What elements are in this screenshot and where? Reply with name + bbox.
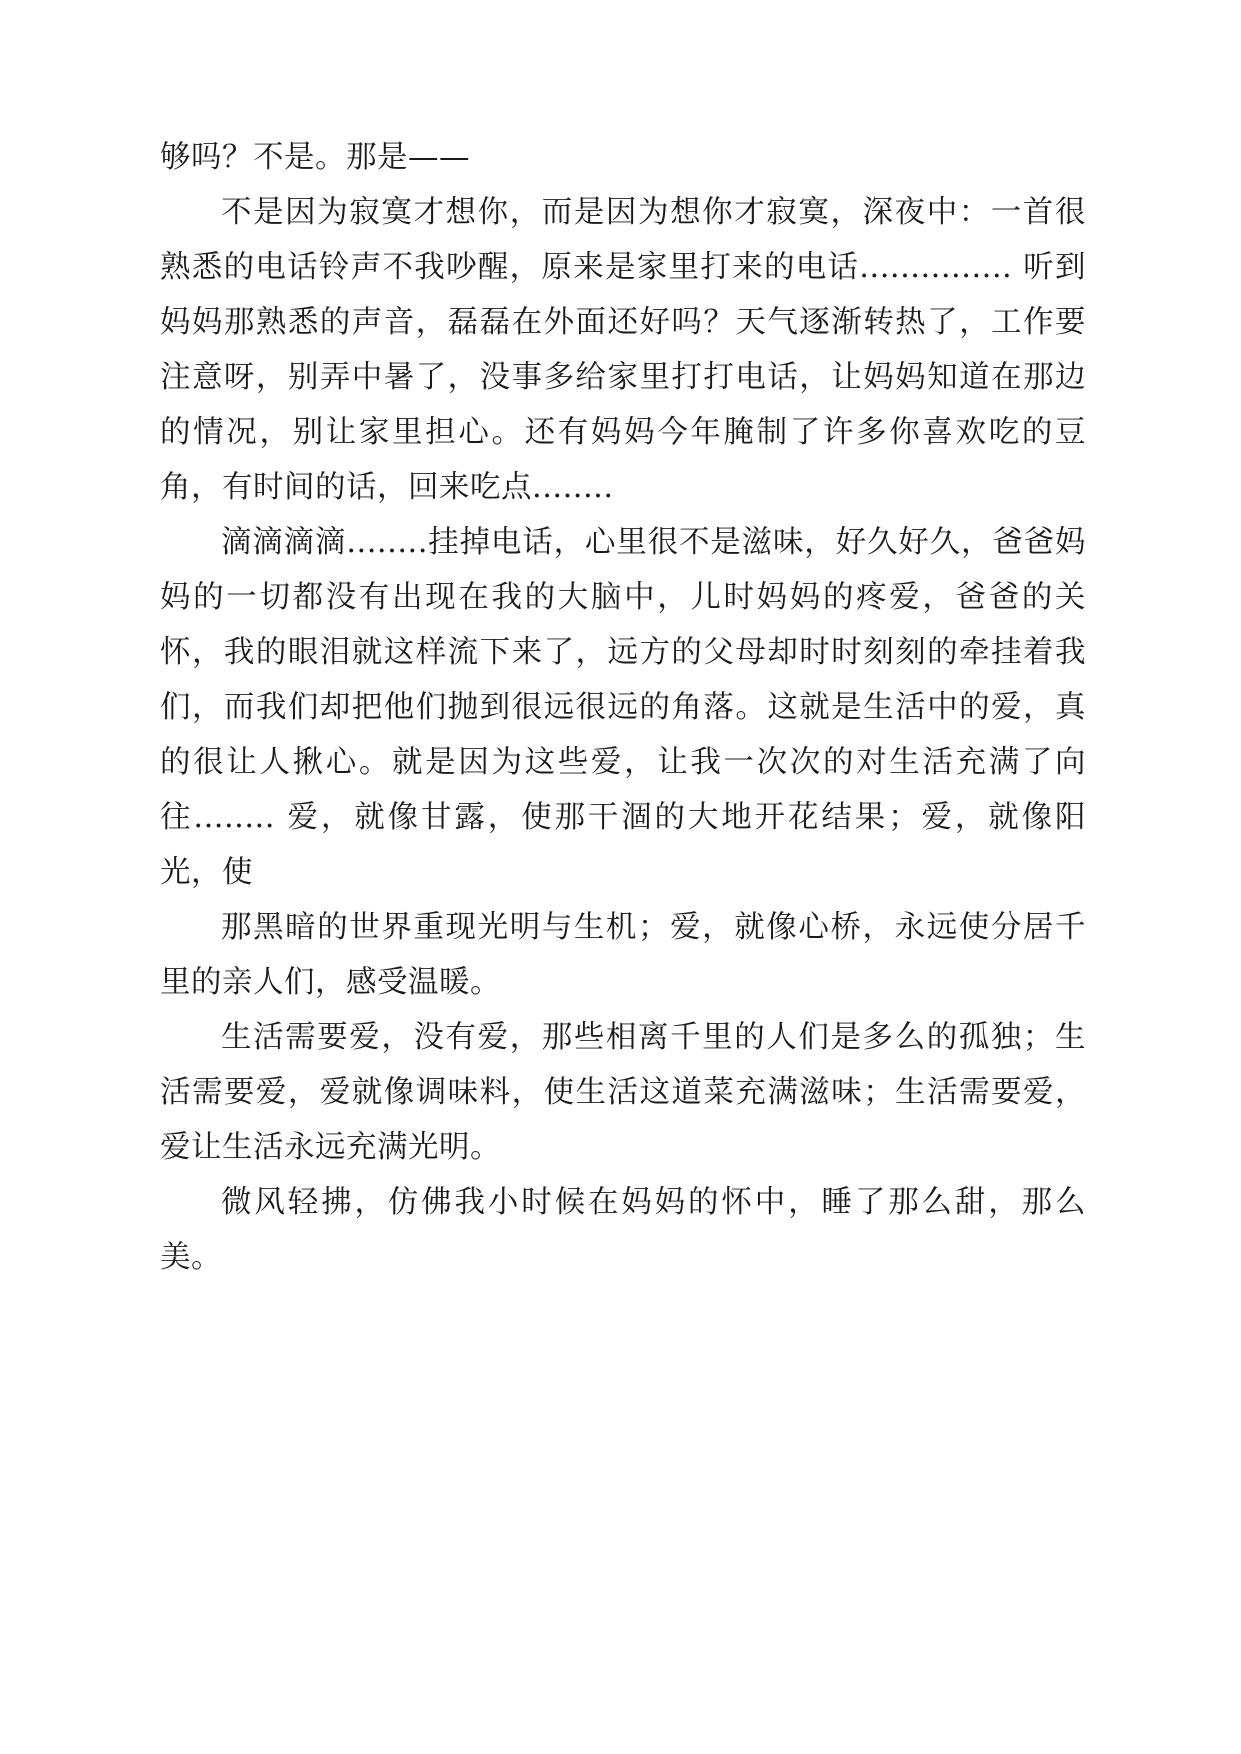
paragraph: 不是因为寂寞才想你，而是因为想你才寂寞，深夜中：一首很熟悉的电话铃声不我吵醒，原来是家里打来的电话............... 听到妈妈那熟悉的声音，磊磊在外面还好吗？天气逐渐转热了，工作要注意呀，别弄中暑了，没事多给家里打打电话，让妈妈知道在那边的情况，别让家里担心。还有妈妈今年腌制了许多你喜欢吃的豆角，有时间的话，回来吃点........ [160, 195, 1086, 505]
paragraph: 够吗？不是。那是—— [160, 140, 470, 175]
paragraph: 那黑暗的世界重现光明与生机；爱，就像心桥，永远使分居千里的亲人们，感受温暖。 [160, 910, 1086, 1000]
paragraph: 滴滴滴滴........挂掉电话，心里很不是滋味，好久好久，爸爸妈妈的一切都没有出现在我的大脑中，儿时妈妈的疼爱，爸爸的关怀，我的眼泪就这样流下来了，远方的父母却时时刻刻的牵挂着我们，而我们却把他们抛到很远很远的角落。这就是生活中的爱，真的很让人揪心。就是因为这些爱，让我一次次的对生活充满了向往........ 爱，就像甘露，使那干涸的大地开花结果；爱，就像阳光，使 [160, 525, 1086, 890]
document-body [160, 130, 1086, 1285]
paragraph: 微风轻拂，仿佛我小时候在妈妈的怀中，睡了那么甜，那么美。 [160, 1185, 1086, 1275]
paragraph: 生活需要爱，没有爱，那些相离千里的人们是多么的孤独；生活需要爱，爱就像调味料，使生活这道菜充满滋味；生活需要爱，爱让生活永远充满光明。 [160, 1020, 1086, 1165]
